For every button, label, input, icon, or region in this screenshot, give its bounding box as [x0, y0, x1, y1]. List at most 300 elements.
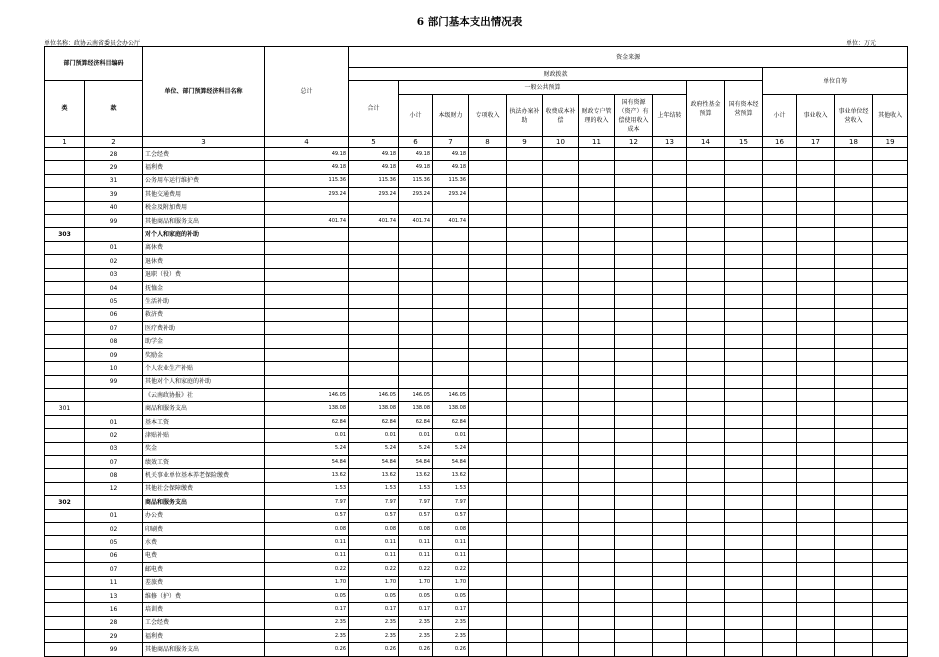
empty-cell: [725, 549, 763, 562]
empty-cell: [725, 442, 763, 455]
empty-cell: [543, 549, 579, 562]
empty-cell: [469, 415, 507, 428]
value-cell: 0.08: [433, 522, 469, 535]
empty-cell: [873, 188, 908, 201]
empty-cell: [873, 281, 908, 294]
empty-cell: [653, 563, 687, 576]
kuan-cell: 02: [85, 522, 143, 535]
value-cell: 0.57: [399, 509, 433, 522]
empty-cell: [873, 402, 908, 415]
value-cell: [265, 241, 349, 254]
empty-cell: [763, 455, 797, 468]
value-cell: 49.18: [433, 161, 469, 174]
column-index-cell: 3: [143, 137, 265, 148]
empty-cell: [579, 322, 615, 335]
empty-cell: [725, 148, 763, 161]
value-cell: [399, 348, 433, 361]
empty-cell: [835, 442, 873, 455]
table-row: [45, 616, 908, 629]
unit-name-label: 单位名称：政协云南省委员会办公厅: [44, 40, 141, 47]
value-cell: 1.70: [265, 576, 349, 589]
value-cell: 0.05: [349, 589, 399, 602]
empty-cell: [687, 255, 725, 268]
column-index-cell: 9: [507, 137, 543, 148]
empty-cell: [507, 268, 543, 281]
empty-cell: [687, 241, 725, 254]
value-cell: 0.11: [399, 549, 433, 562]
empty-cell: [507, 188, 543, 201]
empty-cell: [873, 241, 908, 254]
name-cell: 福利费: [143, 630, 265, 643]
empty-cell: [725, 536, 763, 549]
empty-cell: [653, 402, 687, 415]
name-cell: 工会经费: [143, 148, 265, 161]
kuan-cell: 28: [85, 616, 143, 629]
value-cell: 62.84: [399, 415, 433, 428]
empty-cell: [507, 536, 543, 549]
empty-cell: [797, 375, 835, 388]
value-cell: 0.57: [349, 509, 399, 522]
empty-cell: [469, 402, 507, 415]
empty-cell: [469, 576, 507, 589]
table-row: [45, 188, 908, 201]
empty-cell: [687, 496, 725, 509]
empty-cell: [835, 402, 873, 415]
table-row: [45, 429, 908, 442]
header-state-capital: 国有资本经营预算: [725, 81, 763, 137]
empty-cell: [507, 322, 543, 335]
kuan-cell: 07: [85, 455, 143, 468]
empty-cell: [687, 268, 725, 281]
empty-cell: [469, 241, 507, 254]
value-cell: [433, 255, 469, 268]
empty-cell: [873, 174, 908, 187]
empty-cell: [873, 228, 908, 241]
column-index-cell: 15: [725, 137, 763, 148]
empty-cell: [725, 322, 763, 335]
name-cell: 其他商品和服务支出: [143, 214, 265, 227]
empty-cell: [653, 228, 687, 241]
kuan-cell: [85, 228, 143, 241]
empty-cell: [653, 442, 687, 455]
empty-cell: [579, 281, 615, 294]
empty-cell: [797, 496, 835, 509]
empty-cell: [653, 576, 687, 589]
empty-cell: [797, 362, 835, 375]
value-cell: [349, 281, 399, 294]
empty-cell: [469, 335, 507, 348]
empty-cell: [725, 201, 763, 214]
column-index-cell: 17: [797, 137, 835, 148]
empty-cell: [687, 148, 725, 161]
empty-cell: [873, 308, 908, 321]
empty-cell: [507, 549, 543, 562]
empty-cell: [763, 375, 797, 388]
empty-cell: [469, 536, 507, 549]
empty-cell: [763, 214, 797, 227]
lei-cell: [45, 389, 85, 402]
value-cell: 146.05: [265, 389, 349, 402]
empty-cell: [835, 482, 873, 495]
value-cell: 0.26: [399, 643, 433, 656]
empty-cell: [469, 308, 507, 321]
kuan-cell: 99: [85, 643, 143, 656]
column-index-cell: 12: [615, 137, 653, 148]
empty-cell: [687, 161, 725, 174]
lei-cell: [45, 362, 85, 375]
empty-cell: [543, 509, 579, 522]
empty-cell: [835, 161, 873, 174]
lei-cell: [45, 549, 85, 562]
empty-cell: [615, 576, 653, 589]
empty-cell: [579, 148, 615, 161]
empty-cell: [469, 201, 507, 214]
empty-cell: [653, 630, 687, 643]
kuan-cell: 99: [85, 214, 143, 227]
lei-cell: 303: [45, 228, 85, 241]
kuan-cell: 07: [85, 322, 143, 335]
empty-cell: [615, 375, 653, 388]
empty-cell: [469, 496, 507, 509]
empty-cell: [507, 241, 543, 254]
empty-cell: [687, 429, 725, 442]
value-cell: [433, 375, 469, 388]
empty-cell: [615, 482, 653, 495]
empty-cell: [469, 295, 507, 308]
name-cell: 退休费: [143, 255, 265, 268]
empty-cell: [653, 268, 687, 281]
empty-cell: [797, 455, 835, 468]
empty-cell: [763, 335, 797, 348]
kuan-cell: 10: [85, 362, 143, 375]
empty-cell: [763, 469, 797, 482]
name-cell: 差旅费: [143, 576, 265, 589]
value-cell: 1.53: [433, 482, 469, 495]
column-index-cell: 6: [399, 137, 433, 148]
empty-cell: [763, 402, 797, 415]
lei-cell: [45, 255, 85, 268]
lei-cell: [45, 616, 85, 629]
name-cell: 抚恤金: [143, 281, 265, 294]
empty-cell: [873, 509, 908, 522]
table-row: [45, 630, 908, 643]
value-cell: [349, 201, 399, 214]
empty-cell: [507, 603, 543, 616]
empty-cell: [469, 281, 507, 294]
column-index-cell: 14: [687, 137, 725, 148]
header-total: 总计: [265, 47, 349, 137]
table-row: [45, 228, 908, 241]
empty-cell: [543, 362, 579, 375]
empty-cell: [687, 295, 725, 308]
lei-cell: [45, 268, 85, 281]
empty-cell: [543, 496, 579, 509]
empty-cell: [725, 630, 763, 643]
header-fiscal-special: 财政专户管理的收入: [579, 95, 615, 137]
empty-cell: [873, 389, 908, 402]
header-gov-fund: 政府性基金预算: [687, 81, 725, 137]
empty-cell: [579, 335, 615, 348]
kuan-cell: 29: [85, 161, 143, 174]
empty-cell: [873, 616, 908, 629]
empty-cell: [507, 308, 543, 321]
value-cell: 293.24: [265, 188, 349, 201]
empty-cell: [543, 455, 579, 468]
empty-cell: [507, 389, 543, 402]
empty-cell: [615, 589, 653, 602]
empty-cell: [725, 643, 763, 656]
empty-cell: [873, 442, 908, 455]
empty-cell: [507, 509, 543, 522]
value-cell: [433, 362, 469, 375]
empty-cell: [873, 375, 908, 388]
empty-cell: [543, 603, 579, 616]
value-cell: [399, 322, 433, 335]
kuan-cell: 09: [85, 348, 143, 361]
empty-cell: [835, 228, 873, 241]
empty-cell: [687, 308, 725, 321]
value-cell: [399, 281, 433, 294]
empty-cell: [579, 362, 615, 375]
empty-cell: [615, 174, 653, 187]
empty-cell: [579, 161, 615, 174]
empty-cell: [507, 429, 543, 442]
column-index-cell: 16: [763, 137, 797, 148]
empty-cell: [579, 174, 615, 187]
empty-cell: [763, 616, 797, 629]
column-index-cell: 19: [873, 137, 908, 148]
empty-cell: [543, 308, 579, 321]
value-cell: 49.18: [265, 161, 349, 174]
value-cell: 0.05: [399, 589, 433, 602]
empty-cell: [507, 589, 543, 602]
kuan-cell: 29: [85, 630, 143, 643]
header-fiscal: 财政拨款: [349, 68, 763, 81]
value-cell: 138.08: [349, 402, 399, 415]
empty-cell: [543, 402, 579, 415]
value-cell: [433, 201, 469, 214]
empty-cell: [687, 509, 725, 522]
empty-cell: [835, 643, 873, 656]
value-cell: 293.24: [349, 188, 399, 201]
kuan-cell: 08: [85, 469, 143, 482]
empty-cell: [725, 228, 763, 241]
empty-cell: [469, 442, 507, 455]
empty-cell: [507, 375, 543, 388]
empty-cell: [763, 536, 797, 549]
header-gb-subtotal: 小计: [399, 95, 433, 137]
empty-cell: [543, 281, 579, 294]
lei-cell: [45, 442, 85, 455]
empty-cell: [763, 442, 797, 455]
empty-cell: [579, 268, 615, 281]
empty-cell: [653, 308, 687, 321]
empty-cell: [615, 335, 653, 348]
value-cell: 0.11: [265, 536, 349, 549]
value-cell: [433, 241, 469, 254]
empty-cell: [797, 241, 835, 254]
value-cell: 115.36: [399, 174, 433, 187]
value-cell: 5.24: [265, 442, 349, 455]
empty-cell: [835, 549, 873, 562]
empty-cell: [725, 214, 763, 227]
empty-cell: [579, 469, 615, 482]
empty-cell: [543, 228, 579, 241]
empty-cell: [543, 616, 579, 629]
empty-cell: [469, 348, 507, 361]
lei-cell: [45, 563, 85, 576]
empty-cell: [797, 308, 835, 321]
column-index-cell: 8: [469, 137, 507, 148]
empty-cell: [725, 402, 763, 415]
value-cell: 2.35: [399, 630, 433, 643]
empty-cell: [763, 509, 797, 522]
table-row: [45, 415, 908, 428]
empty-cell: [507, 335, 543, 348]
table-row: [45, 442, 908, 455]
value-cell: [433, 348, 469, 361]
value-cell: [349, 362, 399, 375]
column-index-cell: 10: [543, 137, 579, 148]
empty-cell: [579, 563, 615, 576]
value-cell: 0.26: [349, 643, 399, 656]
kuan-cell: 02: [85, 255, 143, 268]
value-cell: [399, 335, 433, 348]
column-index-cell: 2: [85, 137, 143, 148]
name-cell: 其他交通费用: [143, 188, 265, 201]
empty-cell: [653, 536, 687, 549]
empty-cell: [725, 482, 763, 495]
empty-cell: [763, 589, 797, 602]
empty-cell: [653, 161, 687, 174]
empty-cell: [797, 255, 835, 268]
empty-cell: [763, 348, 797, 361]
header-fee-comp: 收费成本补偿: [543, 95, 579, 137]
empty-cell: [615, 549, 653, 562]
empty-cell: [507, 161, 543, 174]
empty-cell: [763, 268, 797, 281]
empty-cell: [763, 415, 797, 428]
value-cell: 54.84: [433, 455, 469, 468]
empty-cell: [615, 348, 653, 361]
value-cell: 115.36: [265, 174, 349, 187]
empty-cell: [579, 348, 615, 361]
empty-cell: [543, 630, 579, 643]
empty-cell: [579, 616, 615, 629]
value-cell: 62.84: [265, 415, 349, 428]
empty-cell: [579, 522, 615, 535]
empty-cell: [687, 214, 725, 227]
empty-cell: [725, 362, 763, 375]
value-cell: [265, 362, 349, 375]
table-row: [45, 174, 908, 187]
empty-cell: [835, 576, 873, 589]
empty-cell: [615, 389, 653, 402]
empty-cell: [579, 295, 615, 308]
lei-cell: [45, 415, 85, 428]
empty-cell: [797, 268, 835, 281]
lei-cell: [45, 643, 85, 656]
empty-cell: [615, 522, 653, 535]
kuan-cell: 06: [85, 549, 143, 562]
lei-cell: [45, 214, 85, 227]
table-row: [45, 308, 908, 321]
empty-cell: [615, 455, 653, 468]
value-cell: 1.53: [265, 482, 349, 495]
value-cell: 0.11: [349, 549, 399, 562]
empty-cell: [579, 402, 615, 415]
lei-cell: [45, 509, 85, 522]
empty-cell: [469, 429, 507, 442]
lei-cell: [45, 322, 85, 335]
value-cell: [349, 268, 399, 281]
name-cell: 印刷费: [143, 522, 265, 535]
empty-cell: [507, 214, 543, 227]
table-row: [45, 643, 908, 656]
empty-cell: [797, 335, 835, 348]
table-row: [45, 563, 908, 576]
empty-cell: [797, 348, 835, 361]
empty-cell: [797, 509, 835, 522]
name-cell: 商品和服务支出: [143, 496, 265, 509]
empty-cell: [835, 148, 873, 161]
empty-cell: [615, 563, 653, 576]
empty-cell: [653, 616, 687, 629]
empty-cell: [687, 281, 725, 294]
value-cell: 115.36: [433, 174, 469, 187]
empty-cell: [507, 228, 543, 241]
name-cell: 绩效工资: [143, 455, 265, 468]
empty-cell: [615, 362, 653, 375]
name-cell: 《云南政协报》社: [143, 389, 265, 402]
header-local: 本级财力: [433, 95, 469, 137]
value-cell: 0.01: [399, 429, 433, 442]
value-cell: 0.11: [399, 536, 433, 549]
empty-cell: [763, 281, 797, 294]
empty-cell: [687, 455, 725, 468]
empty-cell: [725, 496, 763, 509]
empty-cell: [725, 348, 763, 361]
name-cell: 机关事业单位基本养老保险缴费: [143, 469, 265, 482]
value-cell: [349, 228, 399, 241]
value-cell: [433, 322, 469, 335]
header-operating-income: 事业单位经营收入: [835, 95, 873, 137]
lei-cell: [45, 482, 85, 495]
table-row: [45, 268, 908, 281]
empty-cell: [797, 389, 835, 402]
empty-cell: [507, 616, 543, 629]
empty-cell: [687, 415, 725, 428]
empty-cell: [615, 188, 653, 201]
name-cell: 其他社会保障缴费: [143, 482, 265, 495]
empty-cell: [507, 630, 543, 643]
empty-cell: [725, 281, 763, 294]
empty-cell: [543, 322, 579, 335]
header-sr-subtotal: 小计: [763, 95, 797, 137]
empty-cell: [653, 429, 687, 442]
empty-cell: [725, 335, 763, 348]
value-cell: 2.35: [265, 630, 349, 643]
value-cell: [399, 362, 433, 375]
empty-cell: [653, 469, 687, 482]
value-cell: [399, 268, 433, 281]
header-special-income: 专项收入: [469, 95, 507, 137]
empty-cell: [507, 362, 543, 375]
empty-cell: [835, 522, 873, 535]
name-cell: 个人农业生产补贴: [143, 362, 265, 375]
empty-cell: [835, 429, 873, 442]
value-cell: 1.53: [399, 482, 433, 495]
